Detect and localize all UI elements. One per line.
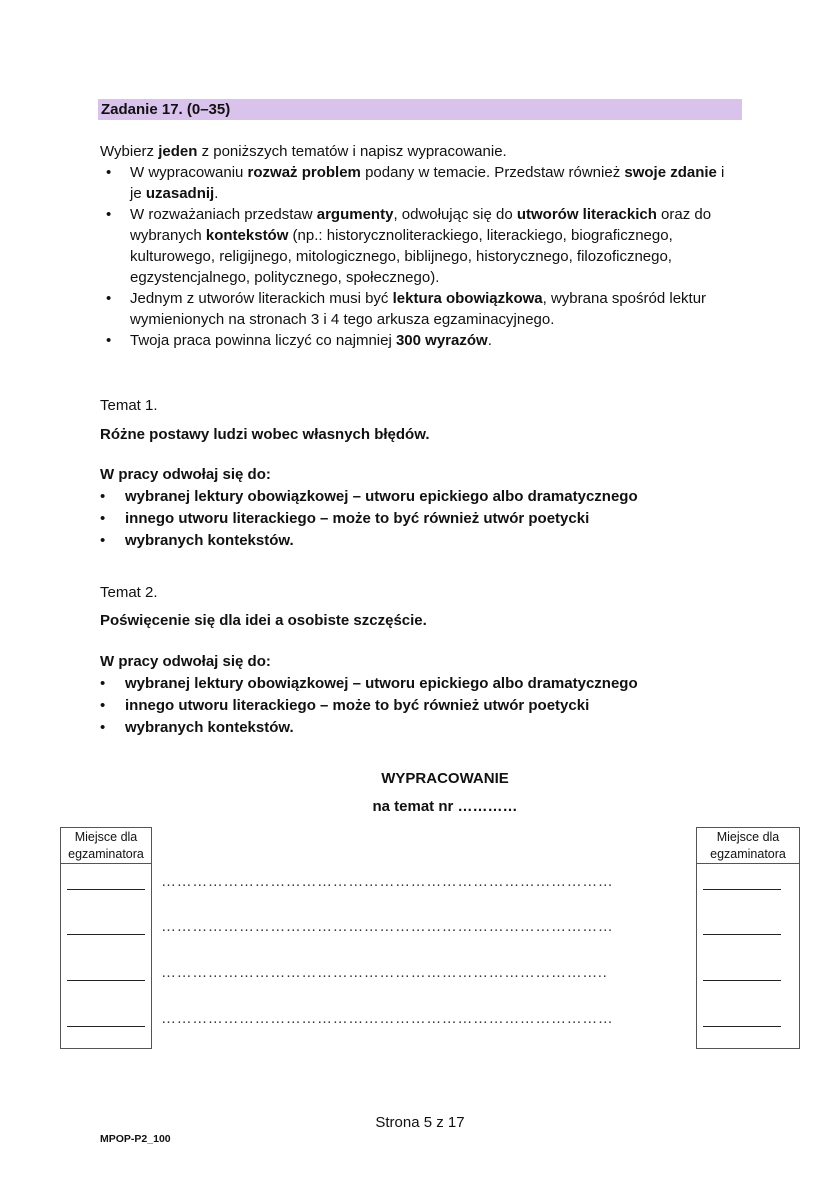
writing-line[interactable]: ……………………………………………………………………………	[161, 873, 614, 890]
score-field[interactable]	[67, 1026, 145, 1027]
score-field[interactable]	[703, 1026, 781, 1027]
instruction-item: • W rozważaniach przedstaw argumenty, odwołując się do utworów literackich oraz do wybranych kontekstów (np.: historycznoliterackiego, literackiego, biograficznego, kulturowego, religijnego, mitologicznego, biblijnego, historycznego, filozoficznego, egzystencjalnego, politycznego, społecznego).	[100, 204, 725, 288]
reference-item: • innego utworu literackiego – może to być również utwór poetycki	[100, 508, 720, 530]
essay-subheading: na temat nr …………	[372, 798, 518, 815]
instruction-list	[100, 162, 750, 351]
writing-line[interactable]: …………………………………………………………………………..	[161, 964, 608, 981]
topic-2-refer-heading: W pracy odwołaj się do:	[100, 653, 271, 670]
score-field[interactable]	[703, 889, 781, 890]
instruction-item: • Jednym z utworów literackich musi być lektura obowiązkowa, wybrana spośród lektur wymienionych na stronach 3 i 4 tego arkusza egzaminacyjnego.	[100, 288, 740, 330]
reference-item: • wybranych kontekstów.	[100, 530, 720, 552]
instruction-item: • W wypracowaniu rozważ problem podany w temacie. Przedstaw również swoje zdanie i je uzasadnij.	[100, 162, 740, 204]
topic-2-title: Poświęcenie się dla idei a osobiste szczęście.	[100, 612, 427, 629]
score-field[interactable]	[67, 980, 145, 981]
instruction-intro: Wybierz jeden z poniższych tematów i napisz wypracowanie.	[100, 143, 507, 160]
page-number: Strona 5 z 17	[375, 1114, 465, 1131]
reference-item: • innego utworu literackiego – może to być również utwór poetycki	[100, 695, 720, 717]
reference-item: • wybranych kontekstów.	[100, 717, 720, 739]
score-field[interactable]	[67, 934, 145, 935]
examiner-box-right	[696, 827, 800, 1049]
examiner-label: Miejsce dla egzaminatora	[61, 828, 151, 864]
topic-2-references	[100, 673, 720, 739]
topic-1-refer-heading: W pracy odwołaj się do:	[100, 466, 271, 483]
topic-1-label: Temat 1.	[100, 397, 158, 414]
topic-2-label: Temat 2.	[100, 584, 158, 601]
writing-line[interactable]: ……………………………………………………………………………	[161, 918, 614, 935]
examiner-box-left	[60, 827, 152, 1049]
exam-code: MPOP-P2_100	[100, 1133, 171, 1145]
writing-line[interactable]: ……………………………………………………………………………	[161, 1010, 614, 1027]
score-field[interactable]	[703, 980, 781, 981]
examiner-label: Miejsce dla egzaminatora	[697, 828, 799, 864]
reference-item: • wybranej lektury obowiązkowej – utworu epickiego albo dramatycznego	[100, 673, 720, 695]
instruction-item: • Twoja praca powinna liczyć co najmniej 300 wyrazów.	[100, 330, 750, 351]
topic-1-title: Różne postawy ludzi wobec własnych błędów.	[100, 426, 430, 443]
score-field[interactable]	[67, 889, 145, 890]
task-header: Zadanie 17. (0–35)	[98, 99, 742, 120]
reference-item: • wybranej lektury obowiązkowej – utworu epickiego albo dramatycznego	[100, 486, 720, 508]
essay-heading: WYPRACOWANIE	[381, 770, 509, 787]
topic-1-references	[100, 486, 720, 552]
score-field[interactable]	[703, 934, 781, 935]
